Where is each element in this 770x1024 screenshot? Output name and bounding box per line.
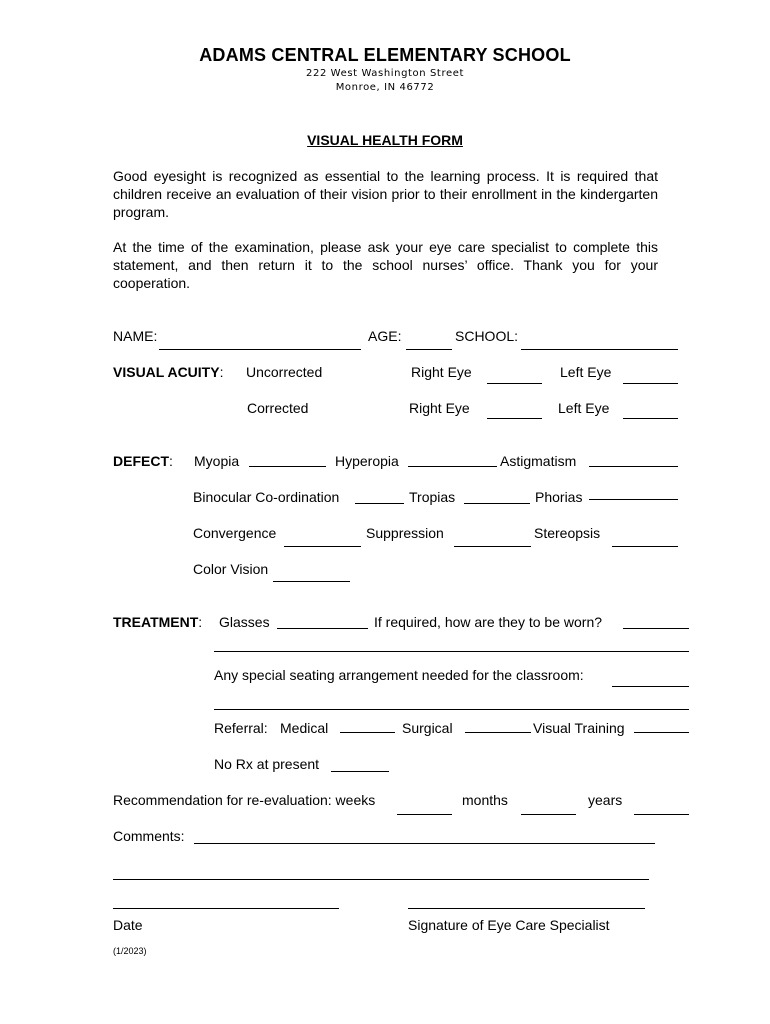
address-street: 222 West Washington Street: [306, 68, 464, 79]
uncorrected-right-eye-field[interactable]: [487, 383, 542, 384]
visual-acuity-colon: :: [219, 364, 224, 380]
medical-label: Medical: [280, 720, 329, 736]
years-label: years: [588, 792, 623, 808]
how-worn-field-continued[interactable]: [214, 651, 689, 652]
surgical-field[interactable]: [465, 732, 531, 733]
referral-label: Referral:: [214, 720, 268, 736]
treatment-label: TREATMENT: [113, 614, 199, 630]
intro-paragraph-2: At the time of the examination, please ask your eye care specialist to complete this statement, and then return it to the school nurses’ office. Thank you for your cooperation.: [113, 239, 658, 291]
address-city: Monroe, IN 46772: [335, 82, 435, 93]
comments-field[interactable]: [194, 843, 655, 844]
corrected-right-eye-field[interactable]: [487, 418, 542, 419]
months-label: months: [462, 792, 508, 808]
signature-field[interactable]: [408, 908, 645, 909]
convergence-label: Convergence: [193, 525, 277, 541]
astigmatism-field[interactable]: [589, 466, 678, 467]
visual-training-label: Visual Training: [533, 720, 625, 736]
phorias-label: Phorias: [535, 489, 583, 505]
no-rx-field[interactable]: [331, 771, 389, 772]
date-label: Date: [113, 917, 143, 933]
suppression-label: Suppression: [366, 525, 444, 541]
school-label: SCHOOL:: [455, 328, 519, 344]
seating-field-continued[interactable]: [214, 709, 689, 710]
glasses-field[interactable]: [277, 628, 368, 629]
seating-label: Any special seating arrangement needed for the classroom:: [214, 667, 584, 683]
visual-training-field[interactable]: [634, 732, 689, 733]
tropias-label: Tropias: [409, 489, 456, 505]
color-vision-field[interactable]: [273, 581, 350, 582]
intro-paragraph-1: Good eyesight is recognized as essential to the learning process. It is required that children receive an evaluation of their vision prior to their enrollment in the kindergarten program.: [113, 168, 658, 220]
medical-field[interactable]: [340, 732, 395, 733]
phorias-field[interactable]: [589, 499, 678, 500]
school-field[interactable]: [521, 349, 678, 350]
age-field[interactable]: [406, 349, 452, 350]
seating-field[interactable]: [612, 686, 689, 687]
convergence-field[interactable]: [284, 546, 361, 547]
corrected-right-eye-label: Right Eye: [409, 400, 470, 416]
treatment-colon: :: [198, 614, 203, 630]
defect-heading: [113, 453, 173, 469]
how-worn-field[interactable]: [623, 628, 689, 629]
how-worn-label: If required, how are they to be worn?: [374, 614, 603, 630]
school-name: ADAMS CENTRAL ELEMENTARY SCHOOL: [199, 45, 571, 65]
revision-date: (1/2023): [113, 946, 147, 956]
comments-label: Comments:: [113, 828, 185, 844]
form-title: VISUAL HEALTH FORM: [307, 132, 463, 148]
age-label: AGE:: [368, 328, 402, 344]
stereopsis-label: Stereopsis: [534, 525, 601, 541]
corrected-left-eye-label: Left Eye: [558, 400, 610, 416]
signature-label: Signature of Eye Care Specialist: [408, 917, 610, 933]
corrected-left-eye-field[interactable]: [623, 418, 678, 419]
name-field[interactable]: [159, 349, 361, 350]
visual-acuity-heading: [113, 364, 223, 380]
defect-label: DEFECT: [113, 453, 169, 469]
tropias-field[interactable]: [464, 503, 530, 504]
suppression-field[interactable]: [454, 546, 531, 547]
myopia-field[interactable]: [249, 466, 326, 467]
hyperopia-field[interactable]: [408, 466, 497, 467]
uncorrected-left-eye-field[interactable]: [623, 383, 678, 384]
visual-acuity-label: VISUAL ACUITY: [113, 364, 220, 380]
myopia-label: Myopia: [194, 453, 240, 469]
date-field[interactable]: [113, 908, 339, 909]
uncorrected-left-eye-label: Left Eye: [560, 364, 612, 380]
reevaluation-months-field[interactable]: [521, 814, 576, 815]
color-vision-label: Color Vision: [193, 561, 269, 577]
reevaluation-label: Recommendation for re-evaluation: weeks: [113, 792, 376, 808]
hyperopia-label: Hyperopia: [335, 453, 399, 469]
surgical-label: Surgical: [402, 720, 453, 736]
stereopsis-field[interactable]: [612, 546, 678, 547]
binocular-label: Binocular Co-ordination: [193, 489, 340, 505]
reevaluation-weeks-field[interactable]: [397, 814, 452, 815]
uncorrected-label: Uncorrected: [246, 364, 323, 380]
corrected-label: Corrected: [247, 400, 309, 416]
defect-colon: :: [169, 453, 173, 469]
treatment-heading: [113, 614, 202, 630]
reevaluation-years-field[interactable]: [634, 814, 689, 815]
binocular-field[interactable]: [355, 503, 404, 504]
uncorrected-right-eye-label: Right Eye: [411, 364, 472, 380]
astigmatism-label: Astigmatism: [500, 453, 577, 469]
no-rx-label: No Rx at present: [214, 756, 320, 772]
comments-field-continued[interactable]: [113, 879, 649, 880]
glasses-label: Glasses: [219, 614, 270, 630]
name-label: NAME:: [113, 328, 158, 344]
